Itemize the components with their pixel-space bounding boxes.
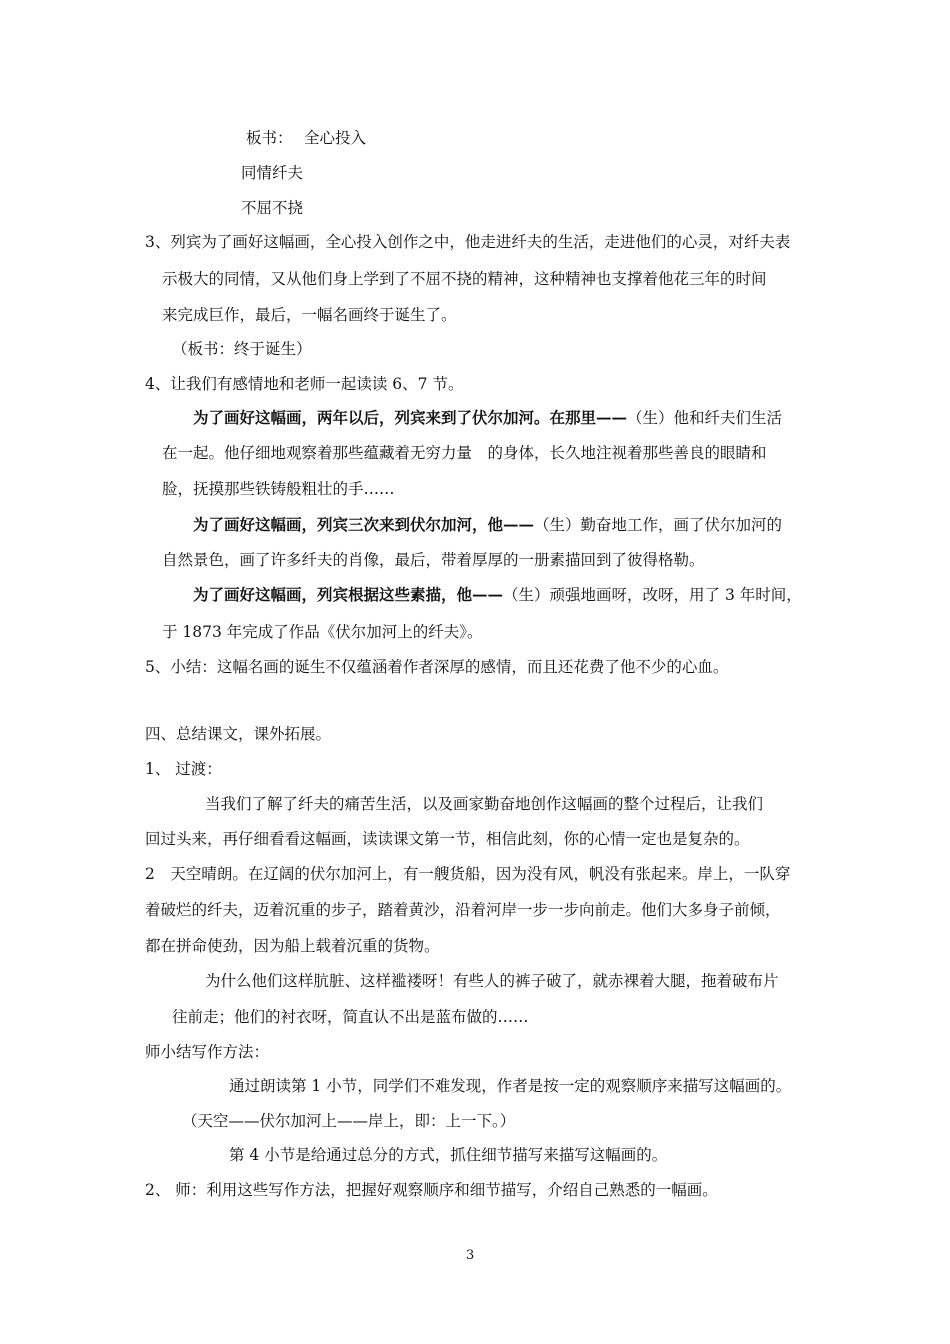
summary-line: 通过朗读第 1 小节，同学们不难发现，作者是按一定的观察顺序来描写这幅画的。 (229, 1077, 792, 1095)
paragraph-line: 当我们了解了纤夫的痛苦生活，以及画家勤奋地创作这幅画的整个过程后，让我们 (205, 795, 764, 813)
paragraph-line: 3、列宾为了画好这幅画，全心投入创作之中，他走进纤夫的生活，走进他们的心灵，对纤夫表 (145, 233, 791, 251)
quote-line: 往前走；他们的衬衣呀，简直认不出是蓝布做的…… (172, 1008, 529, 1026)
blackboard-note: （板书：终于诞生） (172, 340, 312, 358)
reading-line: 在一起。他仔细地观察着那些蕴藏着无穷力量 的身体，长久地注视着那些善良的眼睛和 (162, 444, 767, 462)
paragraph-line: 示极大的同情，又从他们身上学到了不屈不挠的精神，这种精神也支撑着他花三年的时间 (162, 270, 767, 288)
reading-line: 脸，抚摸那些铁铸般粗壮的手…… (162, 480, 395, 498)
quote-line: 着破烂的纤夫，迈着沉重的步子，踏着黄沙，沿着河岸一步一步向前走。他们大多身子前倾， (145, 901, 781, 919)
paragraph-line: 回过头来，再仔细看看这幅画，读读课文第一节，相信此刻，你的心情一定也是复杂的。 (145, 830, 750, 848)
blackboard-label: 板书： (246, 129, 293, 147)
text: （生）他和纤夫们生活 (627, 409, 783, 427)
reading-line (193, 408, 782, 428)
bold-text: 为了画好这幅画，列宾根据这些素描，他—— (193, 585, 504, 604)
quote-line: 2 天空晴朗。在辽阔的伏尔加河上，有一艘货船，因为没有风，帆没有张起来。岸上，一队穿 (145, 865, 791, 883)
paragraph-line: 来完成巨作，最后，一幅名画终于诞生了。 (162, 306, 457, 324)
paragraph-line: 5、小结：这幅名画的诞生不仅蕴涵着作者深厚的感情，而且还花费了他不少的心血。 (145, 658, 729, 676)
text: （生）顽强地画呀，改呀，用了 3 年时间， (503, 586, 802, 604)
text: （生）勤奋地工作，画了伏尔加河的 (534, 516, 783, 534)
reading-line: 自然景色，画了许多纤夫的肖像，最后，带着厚厚的一册素描回到了彼得格勒。 (162, 551, 705, 569)
page-number: 3 (466, 1248, 475, 1263)
quote-line: 为什么他们这样肮脏、这样褴褛呀！有些人的裤子破了，就赤裸着大腿，拖着破布片 (205, 972, 779, 990)
blackboard-item: 不屈不挠 (241, 199, 304, 217)
reading-line: 于 1873 年完成了作品《伏尔加河上的纤夫》。 (162, 623, 483, 641)
reading-line (193, 515, 782, 535)
bold-text: 为了画好这幅画，两年以后，列宾来到了伏尔加河。在那里—— (193, 408, 628, 427)
blackboard-item: 同情纤夫 (241, 164, 304, 182)
bold-text: 为了画好这幅画，列宾三次来到伏尔加河，他—— (193, 515, 535, 534)
quote-line: 都在拼命使劲，因为船上载着沉重的货物。 (145, 937, 440, 955)
reading-line (193, 585, 802, 605)
summary-line: （天空——伏尔加河上——岸上，即：上一下。） (182, 1112, 516, 1130)
list-item: 1、 过渡： (145, 760, 222, 778)
blackboard-item: 全心投入 (304, 129, 367, 147)
summary-line: 第 4 小节是给通过总分的方式，抓住细节描写来描写这幅画的。 (229, 1146, 668, 1164)
section-heading: 四、总结课文，课外拓展。 (145, 725, 332, 743)
list-item: 2、 师：利用这些写作方法，把握好观察顺序和细节描写，介绍自己熟悉的一幅画。 (145, 1181, 718, 1199)
summary-heading: 师小结写作方法： (145, 1043, 270, 1061)
paragraph-line: 4、让我们有感情地和老师一起读读 6、7 节。 (145, 375, 464, 393)
